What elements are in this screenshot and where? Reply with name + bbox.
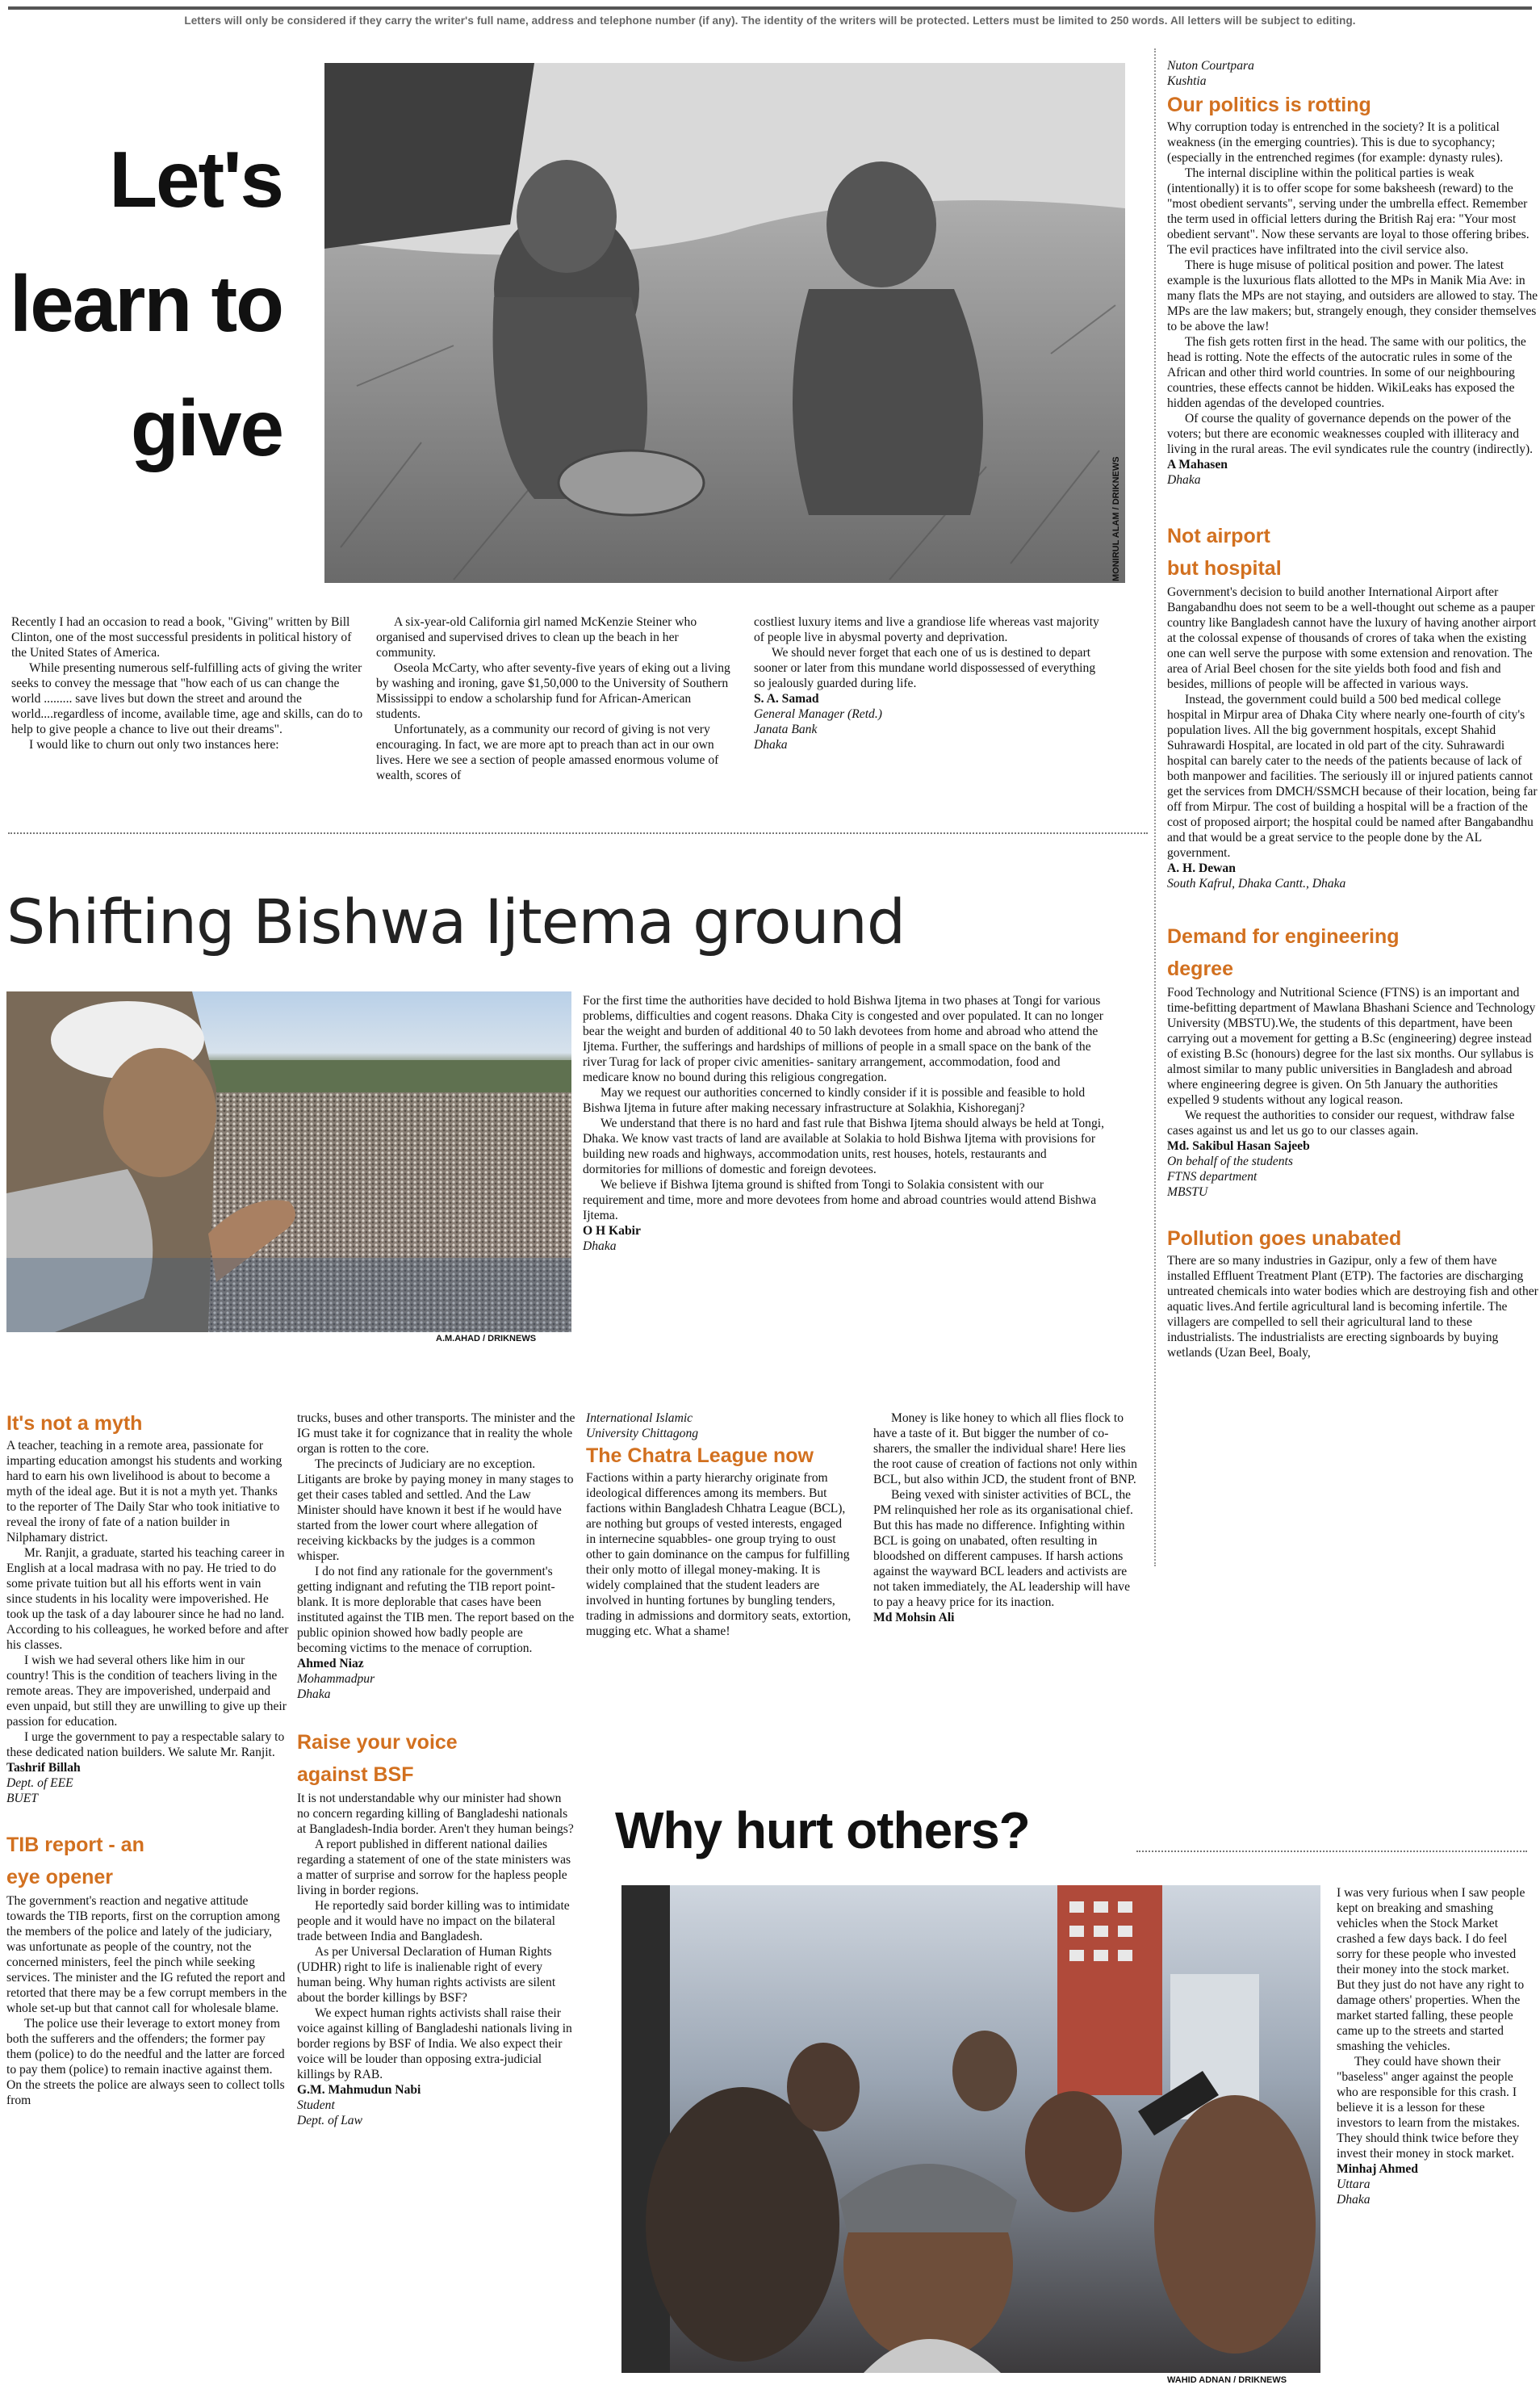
hurt-paragraph: I was very furious when I saw people kept on breaking and smashing vehicles when the Stock Market crashed a few days back. I do feel sorry for these people who invested their money into the stock market. But they just do not have any right to damage others' properties. When the market started falling, these people came up to the streets and started smashing the vehicles. xyxy=(1337,1886,1525,2053)
ijtema-photo xyxy=(6,991,571,1332)
myth-heading: It's not a myth xyxy=(6,1412,143,1435)
tib-heading-line-1: TIB report - an xyxy=(6,1834,144,1856)
give-column-2 xyxy=(376,614,731,783)
hurt-title: Why hurt others? xyxy=(615,1801,1030,1859)
letters-notice: Letters will only be considered if they carry the writer's full name, address and telephone number (if any). The identity of the writers will be protected. Letters must be limited to 250 words. All letters will be subject to editing. xyxy=(184,15,1356,27)
politics-heading: Our politics is rotting xyxy=(1167,94,1371,116)
honey-signer: Md Mohsin Ali xyxy=(873,1611,955,1624)
column-rule xyxy=(1154,48,1156,1566)
give-paragraph: I would like to churn out only two instances here: xyxy=(29,738,279,752)
ijtema-body xyxy=(583,993,1107,1254)
ijtema-signer: O H Kabir xyxy=(583,1224,641,1238)
politics-paragraph: The internal discipline within the political parties is weak (intentionally) it is to offer scope for some baksheesh (reward) to the "most obedient servants", serving under the umbrella effect. Remember the term used in official letters during the British Raj era: "Your most obedient servant". Now these servants are loyal to those offering bribes. The evil practices have infiltrated into the civil service also. xyxy=(1167,166,1530,257)
give-column-1 xyxy=(11,614,366,752)
airport-signer: A. H. Dewan xyxy=(1167,861,1236,875)
myth-paragraph: I urge the government to pay a respectable salary to these dedicated nation builders. We salute Mr. Ranjit. xyxy=(6,1730,285,1759)
engineering-heading-line-2: degree xyxy=(1167,958,1233,980)
politics-top-affiliation: Kushtia xyxy=(1167,74,1207,88)
hurt-paragraph: They could have shown their "baseless" anger against the people who are responsible for this crash. I believe it is a lesson for these investors to learn from the mistakes. They should think twice before they invest their money in stock market. xyxy=(1337,2055,1520,2161)
chatra-heading: The Chatra League now xyxy=(586,1444,814,1467)
airport-paragraph: Government's decision to build another International Airport after Bangabandhu does not seem to be a well-thought out scheme as a pauper country like Bangladesh cannot have the luxury of having another airport at the colossal expense of thousands of crores of taka when the existing one can well serve the purpose with some extension and renovation. The area of Arial Beel chosen for the site yields both food and fish and besides, millions of people will be affected in various ways. xyxy=(1167,585,1537,691)
give-paragraph: While presenting numerous self-fulfilling acts of giving the writer seeks to convey the message that "how each of us can change the world ......... save lives but down the street and around the world....regardless of income, available time, age and skills, can do to help to give people a chance to live out their dreams". xyxy=(11,661,363,736)
give-paragraph: We should never forget that each one of us is destined to depart sooner or later from this mundane world dispossessed of everything so jealously guarded during life. xyxy=(754,646,1096,690)
pollution-paragraph: There are so many industries in Gazipur, only a few of them have installed Effluent Treatment Plant (ETP). The factories are discharging untreated chemicals into water bodies which are destroying fish and other aquatic lives.And fertile agricultural land is becoming infertile. The villagers are compelled to sell their agricultural land to these industrialists. The industrialists are erecting signboards by buying wetlands (Uzan Beel, Boaly, xyxy=(1167,1254,1538,1360)
hurt-title-leader xyxy=(1136,1851,1527,1852)
give-column-3 xyxy=(754,614,1109,752)
engineering-heading-line-1: Demand for engineering xyxy=(1167,925,1400,948)
politics-affiliation: Dhaka xyxy=(1167,473,1201,487)
give-title xyxy=(0,117,282,490)
give-affiliation: Janata Bank xyxy=(754,723,818,736)
chatra-paragraph: Factions within a party hierarchy originate from ideological differences among its members. But factions within Bangladesh Chhatra League (BCL), are nothing but groups of vested interests, engaged in internecine squabbles- one group trying to oust other to gain dominance on the campus for fulfilling their only motto of illegal money-making. It is widely complained that the student leaders are involved in hunting fortunes by bungling tenders, trading in admissions and dormitory seats, extortion, mugging etc. What a shame! xyxy=(586,1471,852,1638)
pollution-heading: Pollution goes unabated xyxy=(1167,1227,1402,1250)
bsf-affiliation: Dept. of Law xyxy=(297,2114,363,2127)
tib-heading-line-2: eye opener xyxy=(6,1866,114,1888)
airport-heading-line-2: but hospital xyxy=(1167,557,1282,580)
hurt-photo-credit: WAHID ADNAN / DRIKNEWS xyxy=(1167,2375,1287,2385)
honey-paragraph: Money is like honey to which all flies flock to have a taste of it. But bigger the number of co-sharers, the smaller the individual share! Here lies the root cause of creation of factions not only within BCL, but also within JCD, the student front of BNP. xyxy=(873,1411,1137,1486)
engineering-heading xyxy=(1167,920,1538,985)
give-title-line-2: learn to xyxy=(10,259,282,348)
children-photo-art xyxy=(324,63,1125,583)
give-title-line-3: give xyxy=(130,384,282,472)
chatra-top-affiliation: University Chittagong xyxy=(586,1427,699,1440)
engineering-affiliation: MBSTU xyxy=(1167,1185,1208,1199)
myth-paragraph: A teacher, teaching in a remote area, passionate for imparting education amongst his students and working hard to earn his own livelihood is about to become a myth of the ideal age. But it is not a myth yet. Thanks to the reporter of The Daily Star who took initiative to reveal the irony of fate of a nation builder in Nilphamary district. xyxy=(6,1439,282,1545)
chatra-top-affiliation: International Islamic xyxy=(586,1411,693,1425)
children-photo xyxy=(324,63,1125,583)
politics-paragraph: Why corruption today is entrenched in the society? It is a political weakness (in the emerging countries). This is due to sycophancy; (especially in the entrenched regimes (for example: dynasty rules). xyxy=(1167,120,1504,165)
hurt-column xyxy=(1337,1885,1530,2207)
politics-paragraph: There is huge misuse of political position and power. The latest example is the luxurious flats allotted to the MPs in Manik Mia Ave: in many flats the MPs are not staying, and outsiders are allowed to stay. The MPs are the law makers; but, strangely enough, they consider themselves to be above the law! xyxy=(1167,258,1538,333)
hurt-signer: Minhaj Ahmed xyxy=(1337,2162,1418,2176)
bsf-paragraph: It is not understandable why our minister had shown no concern regarding killing of Bangladeshi nationals at Bangladesh-India border. Aren't they human beings? xyxy=(297,1792,574,1836)
tib-paragraph: The police use their leverage to extort money from both the sufferers and the offenders; the former pay them (police) to do the needful and the latter are forced to pay them (police) to remain inactive against them. On the streets the police are always seen to collect tolls from xyxy=(6,2017,285,2107)
airport-affiliation: South Kafrul, Dhaka Cantt., Dhaka xyxy=(1167,877,1346,891)
chatra-column xyxy=(586,1410,852,1639)
bsf-signer: G.M. Mahmudun Nabi xyxy=(297,2083,421,2097)
right-column xyxy=(1167,58,1538,1360)
engineering-paragraph: We request the authorities to consider our request, withdraw false cases against us and let us go to our classes again. xyxy=(1167,1109,1515,1138)
myth-paragraph: I wish we had several others like him in our country! This is the condition of teachers living in the remote areas. They are impoverished, underpaid and even unpaid, but still they are unwilling to give up their passion for education. xyxy=(6,1654,287,1729)
ijtema-paragraph: We believe if Bishwa Ijtema ground is shifted from Tongi to Solakia consistent with our requirement and time, more and more devotees from home and abroad countries would attend Bishwa Ijtema. xyxy=(583,1178,1097,1222)
myth-paragraph: Mr. Ranjit, a graduate, started his teaching career in English at a local madrasa with no pay. He tried to do some private tuition but all his efforts went in vain since students in his locality were impoverished. He took up the task of a day labourer since he had no land. According to his colleagues, he worked before and after his classes. xyxy=(6,1546,289,1652)
politics-paragraph: The fish gets rotten first in the head. The same with our politics, the head is rotting. Note the effects of the autocratic rules in some of the African and other third world countries. In some of our neighbouring countries, these effects cannot be hidden. WikiLeaks has exposed the hidden agendas of the developed countries. xyxy=(1167,335,1526,410)
politics-paragraph: Of course the quality of governance depends on the power of the voters; but there are economic weaknesses coupled with illiteracy and living in the rural areas. The evil syndicates rule the country (indirectly). xyxy=(1167,412,1534,456)
hurt-affiliation: Uttara xyxy=(1337,2178,1371,2191)
protest-photo xyxy=(621,1885,1320,2373)
give-affiliation: General Manager (Retd.) xyxy=(754,707,882,721)
hurt-affiliation: Dhaka xyxy=(1337,2193,1371,2207)
give-paragraph: Recently I had an occasion to read a book, "Giving" written by Bill Clinton, one of the most successful presidents in political history of the United States of America. xyxy=(11,615,352,660)
tib-paragraph: I do not find any rationale for the government's getting indignant and refuting the TIB report point-blank. It is more deplorable that cases have been instituted against the TIB men. The report based on the public opinion showed how badly people are becoming victims to the menace of corruption. xyxy=(297,1565,575,1655)
tib-continued-column xyxy=(297,1410,575,2128)
tib-affiliation: Mohammadpur xyxy=(297,1672,375,1686)
give-paragraph: A six-year-old California girl named McKenzie Steiner who organised and supervised drives to clean up the beach in her community. xyxy=(376,615,697,660)
give-signer: S. A. Samad xyxy=(754,692,819,706)
myth-signer: Tashrif Billah xyxy=(6,1761,81,1775)
politics-signer: A Mahasen xyxy=(1167,458,1228,472)
tib-heading xyxy=(6,1829,289,1893)
bsf-paragraph: A report published in different national dailies regarding a statement of one of the state ministers was a matter of surprise and sorrow for the hapless people living in border regions. xyxy=(297,1838,571,1897)
ijtema-paragraph: May we request our authorities concerned to kindly consider if it is possible and feasible to hold Bishwa Ijtema in future after making necessary infrastructure at Solakhia, Kishoreganj? xyxy=(583,1086,1086,1115)
airport-paragraph: Instead, the government could build a 500 bed medical college hospital in Mirpur area of Dhaka City where nearly one-fourth of city's population lives. All the big government hospitals, except Shahid Suhrawardi Hospital, are located in old part of the city. Suhrawardi hospital can barely cater to the needs of the patients because of lack of both manpower and facilities. The seriously ill or injured patients cannot get the services from DMCH/SSMCH because of their location, being far off from Mirpur. The cost of building a hospital will be a fraction of the cost of proposed airport; the hospital could be named after Bangabandhu and that would be a great service to the people done by the AL government. xyxy=(1167,693,1538,860)
ijtema-title: Shifting Bishwa Ijtema ground xyxy=(6,886,906,958)
give-photo-credit: MONIRUL ALAM / DRIKNEWS xyxy=(1111,456,1121,581)
engineering-affiliation: FTNS department xyxy=(1167,1170,1258,1184)
tib-affiliation: Dhaka xyxy=(297,1687,331,1701)
bsf-heading xyxy=(297,1726,575,1791)
airport-heading xyxy=(1167,520,1538,585)
protest-photo-art xyxy=(621,1885,1320,2373)
give-paragraph: Oseola McCarty, who after seventy-five years of eking out a living by washing and ironing, gave $1,50,000 to the University of Southern Mississippi to endow a scholarship fund for African-American students. xyxy=(376,661,730,721)
engineering-signer: Md. Sakibul Hasan Sajeeb xyxy=(1167,1139,1310,1153)
ijtema-paragraph: We understand that there is no hard and fast rule that Bishwa Ijtema should always be held at Tongi, Dhaka. We know vast tracts of land are available at Solakia to hold Bishwa Ijtema with provisions for building new roads and highways, accommodation units, rest houses, hotels, restaurants and dormitories for millions of domestic and foreign devotees. xyxy=(583,1117,1104,1176)
airport-heading-line-1: Not airport xyxy=(1167,525,1270,547)
ijtema-photo-art xyxy=(6,991,571,1332)
give-title-line-1: Let's xyxy=(109,135,282,224)
ijtema-paragraph: For the first time the authorities have decided to hold Bishwa Ijtema in two phases at Tongi for various problems, difficulties and cogent reasons. Dhaka City is congested and over populated. It can no longer bear the weight and burden of additional 40 to 50 lakh devotees from home and abroad who attend the Ijtema. Further, the sufferings and hardships of millions of people in a small space on the bank of the river Turag for lack of proper civic amenities- sanitary arrangement, accommodation, food and medicare know no bound during this religious congregation. xyxy=(583,994,1103,1084)
honey-column xyxy=(873,1410,1140,1625)
top-rule xyxy=(8,6,1532,10)
bsf-paragraph: As per Universal Declaration of Human Rights (UDHR) right to life is inalienable right of every human being. Why human rights activists are silent about the border killings by BSF? xyxy=(297,1945,556,2005)
engineering-affiliation: On behalf of the students xyxy=(1167,1155,1293,1168)
tib-paragraph: trucks, buses and other transports. The minister and the IG must take it for cognizance that in reality the whole organ is rotten to the core. xyxy=(297,1411,575,1456)
bsf-paragraph: We expect human rights activists shall raise their voice against killing of Bangladeshi nationals living in border regions by BSF of India. We also expect their voice will be louder than opposing extra-judicial killings by RAB. xyxy=(297,2006,572,2081)
give-paragraph: Unfortunately, as a community our record of giving is not very encouraging. In fact, we are more apt to preach than act in our own lives. Here we see a section of people amassed enormous volume of wealth, scores of xyxy=(376,723,719,782)
ijtema-photo-credit: A.M.AHAD / DRIKNEWS xyxy=(436,1334,537,1343)
myth-affiliation: Dept. of EEE xyxy=(6,1776,73,1790)
bsf-heading-line-1: Raise your voice xyxy=(297,1731,458,1754)
myth-column xyxy=(6,1409,289,2108)
give-paragraph: costliest luxury items and live a grandiose life whereas vast majority of people live in abysmal poverty and deprivation. xyxy=(754,615,1099,644)
section-divider xyxy=(8,832,1148,834)
bsf-affiliation: Student xyxy=(297,2098,335,2112)
bsf-heading-line-2: against BSF xyxy=(297,1763,414,1786)
tib-signer: Ahmed Niaz xyxy=(297,1657,364,1670)
politics-top-affiliation: Nuton Courtpara xyxy=(1167,59,1254,73)
give-affiliation: Dhaka xyxy=(754,738,788,752)
honey-paragraph: Being vexed with sinister activities of BCL, the PM relinquished her role as its organisational chief. But this has made no difference. Infighting within BCL is going on unabated, often resulting in bloodshed on different campuses. If harsh actions against the wayward BCL leaders and activists are not taken immediately, the AL leadership will have to pay a heavy price for its inaction. xyxy=(873,1488,1133,1609)
engineering-paragraph: Food Technology and Nutritional Science (FTNS) is an important and time-befitting department of Mawlana Bhashani Science and Technology University (MBSTU).We, the students of this department, have been carrying out a movement for getting a B.Sc (engineering) degree instead of existing B.Sc (honours) degree for the last six months. Our syllabus is almost similar to many public universities in Bangladesh and abroad where engineering degree is given. On 5th January the authorities expelled 9 students without any logical reason. xyxy=(1167,986,1536,1107)
tib-paragraph: The precincts of Judiciary are no exception. Litigants are broke by paying money in many stages to get their cases tabled and settled. And the Law Minister should have known it best if he would have started from the lower court where allegation of receiving kickbacks by the judges is a common whisper. xyxy=(297,1457,574,1563)
tib-paragraph: The government's reaction and negative attitude towards the TIB reports, first on the corruption among the members of the police and lately of the judiciary, was unfortunate as people of the country, not the concerned ministers, feel the pinch while seeking services. The minister and the IG refuted the report and retorted that there may be a few corrupt members in the whole set-up but that cannot call for wholesale blame. xyxy=(6,1894,287,2015)
bsf-paragraph: He reportedly said border killing was to intimidate people and it would have no impact on the bilateral trade between India and Bangladesh. xyxy=(297,1899,570,1943)
ijtema-affiliation: Dhaka xyxy=(583,1239,617,1253)
myth-affiliation: BUET xyxy=(6,1792,38,1805)
